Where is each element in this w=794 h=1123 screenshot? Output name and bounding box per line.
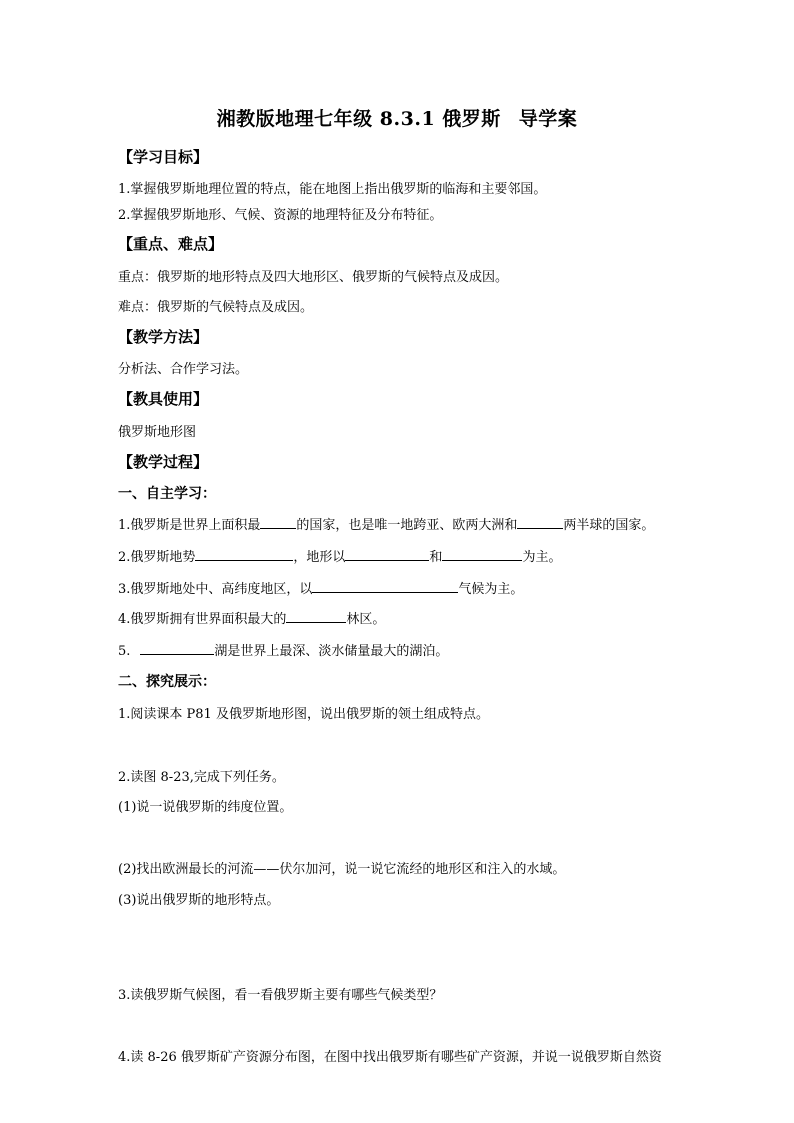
title-suffix: 导学案 xyxy=(518,108,578,130)
explore-item-1: 1.阅读课本 P81 及俄罗斯地形图，说出俄罗斯的领土组成特点。 xyxy=(118,707,489,722)
explore-item-2-1: (1)说一说俄罗斯的纬度位置。 xyxy=(118,800,293,815)
key-point: 重点：俄罗斯的地形特点及四大地形区、俄罗斯的气候特点及成因。 xyxy=(118,270,509,285)
process-heading: 【教学过程】 xyxy=(118,453,209,471)
difficult-point: 难点：俄罗斯的气候特点及成因。 xyxy=(118,300,314,315)
method-heading: 【教学方法】 xyxy=(118,328,209,346)
explore-item-2-3: (3)说出俄罗斯的地形特点。 xyxy=(118,893,280,908)
key-heading: 【重点、难点】 xyxy=(118,235,224,253)
goals-heading: 【学习目标】 xyxy=(118,148,209,166)
fill-blank[interactable] xyxy=(195,548,293,561)
self-study-q4: 4.俄罗斯拥有世界面积最大的 林区。 xyxy=(118,612,386,627)
tools-heading: 【教具使用】 xyxy=(118,390,209,408)
fill-blank[interactable] xyxy=(260,516,296,529)
title-main: 湘教版地理七年级 8.3.1 俄罗斯 xyxy=(216,108,501,130)
explore-item-2-2: (2)找出欧洲最长的河流——伏尔加河，说一说它流经的地形区和注入的水域。 xyxy=(118,862,566,877)
self-study-q3: 3.俄罗斯地处中、高纬度地区，以 气候为主。 xyxy=(118,582,524,597)
fill-blank[interactable] xyxy=(312,580,458,593)
method-text: 分析法、合作学习法。 xyxy=(118,362,249,377)
goal-1: 1.掌握俄罗斯地理位置的特点，能在地图上指出俄罗斯的临海和主要邻国。 xyxy=(118,182,547,197)
fill-blank[interactable] xyxy=(442,548,522,561)
self-study-heading: 一、自主学习： xyxy=(118,486,216,502)
fill-blank[interactable] xyxy=(345,548,429,561)
fill-blank[interactable] xyxy=(517,516,563,529)
self-study-q5: 5. 湖是世界上最深、淡水储量最大的湖泊。 xyxy=(118,644,449,659)
explore-heading: 二、探究展示： xyxy=(118,674,216,690)
fill-blank[interactable] xyxy=(286,610,346,623)
page-title xyxy=(0,104,794,131)
self-study-q2: 2.俄罗斯地势 ，地形以 和 为主。 xyxy=(118,550,562,565)
tools-text: 俄罗斯地形图 xyxy=(118,425,197,440)
explore-item-3: 3.读俄罗斯气候图，看一看俄罗斯主要有哪些气候类型？ xyxy=(118,988,443,1003)
self-study-q1: 1.俄罗斯是世界上面积最 的国家，也是唯一地跨亚、欧两大洲和 两半球的国家。 xyxy=(118,518,655,533)
goal-2: 2.掌握俄罗斯地形、气候、资源的地理特征及分布特征。 xyxy=(118,208,443,223)
explore-item-4: 4.读 8-26 俄罗斯矿产资源分布图，在图中找出俄罗斯有哪些矿产资源，并说一说俄罗斯自然资 xyxy=(118,1050,662,1065)
explore-item-2: 2.读图 8-23,完成下列任务。 xyxy=(118,770,285,785)
fill-blank[interactable] xyxy=(140,642,214,655)
